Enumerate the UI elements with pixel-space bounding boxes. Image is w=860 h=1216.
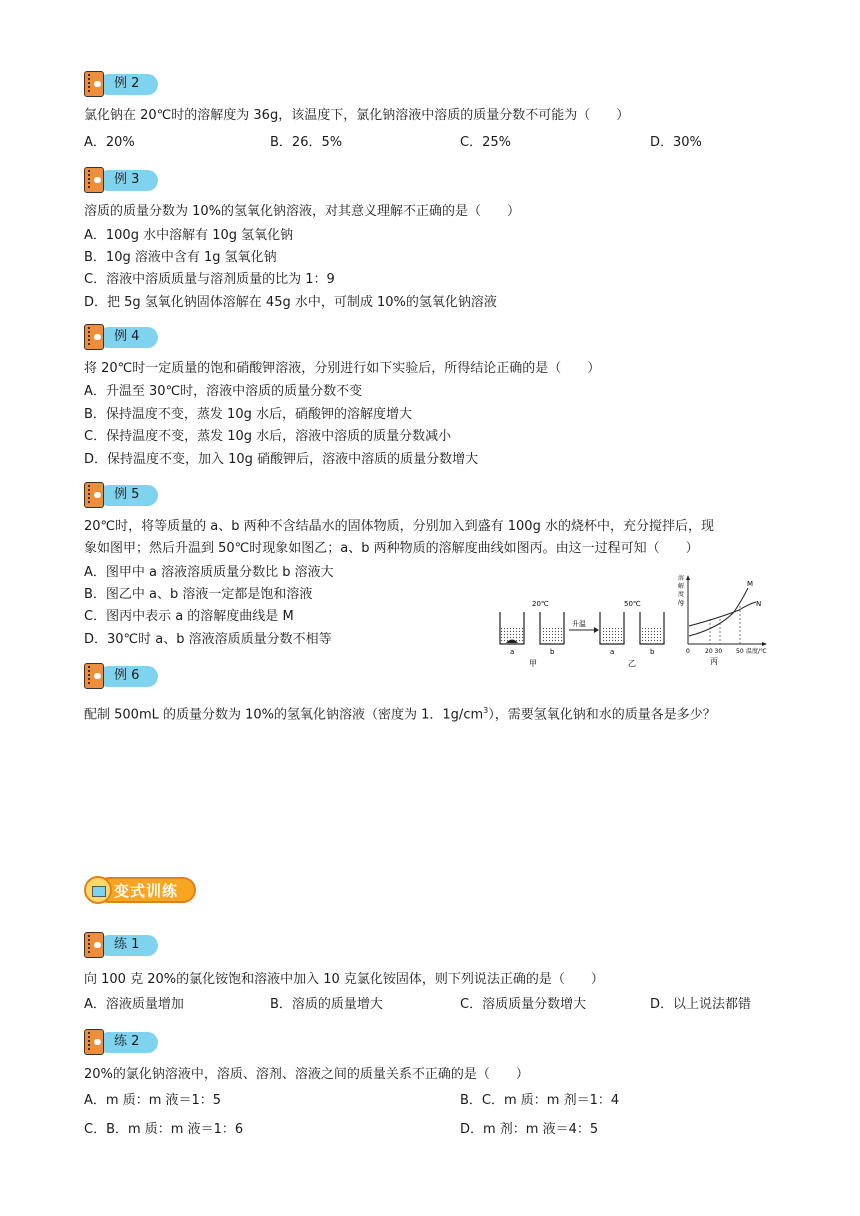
curve-m: [689, 588, 748, 636]
solubility-graph: [678, 574, 767, 666]
practice-1-label: 练 1: [114, 937, 140, 952]
example-6-badge: [84, 663, 160, 689]
example-2-option-b: B．26．5%: [270, 135, 343, 150]
example-4-badge: [84, 324, 160, 350]
graph-y-label-3: 度: [678, 591, 685, 598]
curve-m-label: M: [747, 580, 754, 588]
example-6-question-post: ），需要氢氧化钠和水的质量各是多少？: [488, 707, 716, 723]
example-4-option-a: A．升温至 30℃时，溶液中溶质的质量分数不变: [84, 384, 363, 399]
example-2-badge: [84, 71, 160, 97]
beaker-jia-b: [540, 612, 564, 644]
caption-yi: 乙: [628, 659, 636, 668]
beaker-label-b2: b: [650, 648, 655, 656]
example-5-option-c: C．图丙中表示 a 的溶解度曲线是 M: [84, 609, 294, 624]
example-6-question-pre: 配制 500mL 的质量分数为 10%的氢氧化钠溶液（密度为 1．1g/cm: [84, 707, 484, 723]
caption-jia: 甲: [529, 659, 537, 668]
practice-2-option-b: B．C．m 质：m 剂＝1：4: [460, 1093, 620, 1108]
example-6-question: [84, 702, 716, 724]
example-4-option-c: C．保持温度不变，蒸发 10g 水后，溶液中溶质的质量分数减小: [84, 429, 452, 444]
example-6-label: 例 6: [114, 668, 140, 683]
practice-1-option-b: B．溶质的质量增大: [270, 997, 383, 1012]
example-3-badge: [84, 167, 160, 193]
example-5-option-d: D．30℃时 a、b 溶液溶质质量分数不相等: [84, 632, 332, 647]
example-5-option-a: A．图甲中 a 溶液溶质质量分数比 b 溶液大: [84, 565, 334, 580]
practice-2-label: 练 2: [114, 1034, 140, 1049]
practice-1-option-c: C．溶质质量分数增大: [460, 997, 587, 1012]
example-2-label: 例 2: [114, 76, 140, 91]
notebook-icon: [84, 1029, 104, 1055]
curve-n-label: N: [756, 600, 762, 608]
notebook-icon: [84, 663, 104, 689]
practice-2-option-a: A．m 质：m 液＝1：5: [84, 1093, 222, 1108]
graph-tick-20-30: 20 30: [705, 648, 723, 655]
beaker-jia-a: [500, 612, 524, 644]
notebook-icon: [84, 932, 104, 958]
curve-n: [689, 602, 756, 626]
example-5-badge: [84, 482, 160, 508]
beaker-yi-a: [600, 612, 624, 644]
example-5-question-line-1: 20℃时，将等质量的 a、b 两种不含结晶水的固体物质，分别加入到盛有 100g 水的烧杯中，充分搅拌后，现: [84, 519, 714, 534]
graph-y-label-4: /g: [678, 599, 684, 606]
example-5-label: 例 5: [114, 487, 140, 502]
practice-1-badge: [84, 932, 160, 958]
practice-1-option-d: D．以上说法都错: [650, 997, 752, 1012]
beaker-label-a1: a: [510, 648, 515, 656]
example-3-option-d: D．把 5g 氢氧化钠固体溶解在 45g 水中，可制成 10%的氢氧化钠溶液: [84, 295, 497, 310]
example-2-option-c: C．25%: [460, 135, 511, 150]
example-4-question: 将 20℃时一定质量的饱和硝酸钾溶液，分别进行如下实验后，所得结论正确的是（ ）: [84, 361, 601, 376]
practice-icon: [84, 876, 112, 904]
example-2-option-d: D．30%: [650, 135, 702, 150]
beaker-label-b1: b: [550, 648, 555, 656]
example-3-question: 溶质的质量分数为 10%的氢氧化钠溶液，对其意义理解不正确的是（ ）: [84, 204, 521, 219]
section-title-badge: [84, 874, 198, 906]
graph-tick-0: 0: [686, 648, 690, 655]
graph-tick-50: 50: [736, 648, 744, 655]
practice-2-question: 20%的氯化钠溶液中，溶质、溶剂、溶液之间的质量关系不正确的是（ ）: [84, 1067, 529, 1082]
practice-1-option-a: A．溶液质量增加: [84, 997, 184, 1012]
example-6-question-sup: 3: [483, 706, 489, 715]
example-2-question: 氯化钠在 20℃时的溶解度为 36g，该温度下，氯化钠溶液中溶质的质量分数不可能为（ ）: [84, 108, 630, 123]
example-5-option-b: B．图乙中 a、b 溶液一定都是饱和溶液: [84, 587, 313, 602]
notebook-icon: [84, 71, 104, 97]
beaker-label-a2: a: [610, 648, 615, 656]
example-3-option-b: B．10g 溶液中含有 1g 氢氧化钠: [84, 250, 277, 265]
beaker-yi-b: [640, 612, 664, 644]
example-5-figure: [494, 570, 784, 668]
example-4-label: 例 4: [114, 329, 140, 344]
practice-2-option-d: D．m 剂：m 液＝4：5: [460, 1122, 599, 1137]
graph-y-label-2: 解: [678, 583, 685, 590]
example-3-option-a: A．100g 水中溶解有 10g 氢氧化钠: [84, 228, 294, 243]
example-2-option-a: A．20%: [84, 135, 135, 150]
example-5-question-line-2: 象如图甲；然后升温到 50℃时现象如图乙；a、b 两种物质的溶解度曲线如图丙。由这一过程可知（ ）: [84, 541, 699, 556]
practice-2-badge: [84, 1029, 160, 1055]
graph-x-label: 温度/℃: [746, 648, 767, 655]
example-3-label: 例 3: [114, 172, 140, 187]
arrow-label: 升温: [572, 620, 586, 628]
practice-2-option-c: C．B．m 质：m 液＝1：6: [84, 1122, 244, 1137]
caption-bing: 丙: [710, 657, 718, 666]
notebook-icon: [84, 324, 104, 350]
notebook-icon: [84, 167, 104, 193]
temp-label-50: 50℃: [624, 600, 641, 608]
graph-y-label-1: 溶: [678, 575, 685, 582]
temp-label-20: 20℃: [532, 600, 549, 608]
section-title: 变式训练: [114, 882, 179, 900]
notebook-icon: [84, 482, 104, 508]
practice-1-question: 向 100 克 20%的氯化铵饱和溶液中加入 10 克氯化铵固体，则下列说法正确的是（ ）: [84, 972, 604, 987]
example-4-option-d: D．保持温度不变，加入 10g 硝酸钾后，溶液中溶质的质量分数增大: [84, 452, 479, 467]
example-3-option-c: C．溶液中溶质质量与溶剂质量的比为 1：9: [84, 272, 335, 287]
example-4-option-b: B．保持温度不变，蒸发 10g 水后，硝酸钾的溶解度增大: [84, 407, 412, 422]
